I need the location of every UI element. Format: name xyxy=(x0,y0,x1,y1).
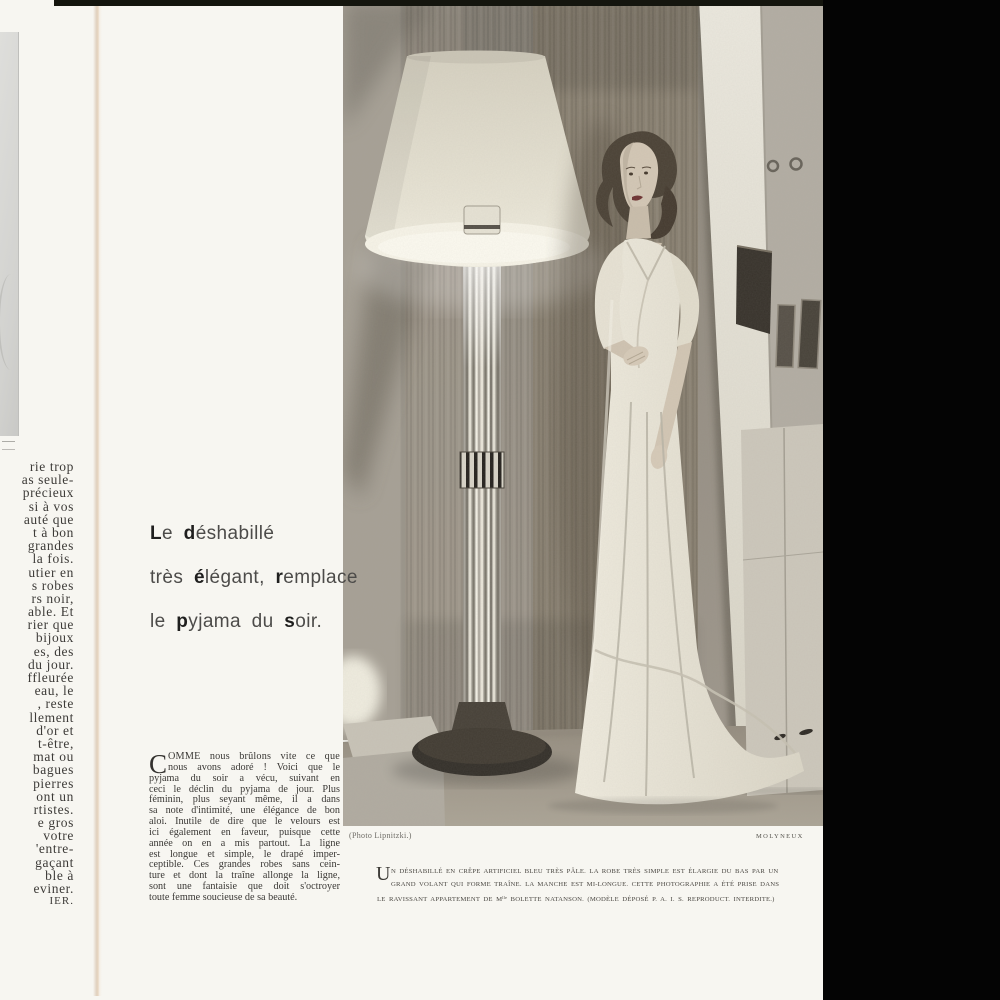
text-fragment-line: s robes xyxy=(31,577,74,593)
heading-line-1 xyxy=(150,523,358,544)
text-fragment-line: d'or et xyxy=(36,722,74,738)
paragraph-line: ceptible. Ces grandes robes sans cein- xyxy=(149,859,340,871)
text-fragment-line: t-être, xyxy=(37,735,74,751)
paragraph-line: ture et dont la traîne allonge la ligne, xyxy=(149,870,340,882)
caption-line-2: GRAND VOLANT QUI FORME TRAÎNE. LA MANCHE EST MI-LONGUE. CETTE PHOTOGRAPHIE A ÉTÉ PRISE DANS xyxy=(391,881,780,889)
text-fragment-line: rier que xyxy=(27,617,74,633)
paragraph-line: année on en a mis partout. La ligne xyxy=(149,837,340,849)
paragraph-lines xyxy=(149,751,340,903)
photo-caption xyxy=(377,865,811,907)
text-fragment-line: e gros xyxy=(37,815,74,831)
page-gutter-crease xyxy=(93,4,102,996)
heading-segment: yjama du xyxy=(188,611,285,632)
sketch-curve xyxy=(0,274,24,370)
left-page-text-fragments xyxy=(0,459,75,908)
caption-superscript: lle xyxy=(502,895,508,901)
heading-segment: d xyxy=(183,523,196,544)
paragraph-line: ici également en faveur, puisque cette xyxy=(149,826,340,838)
heading-segment: p xyxy=(176,611,189,632)
text-fragment-line: able. Et xyxy=(27,604,74,620)
heading-segment: s xyxy=(284,611,296,632)
drop-cap-c: C xyxy=(149,749,168,779)
caption-line-3-text: BOLETTE NATANSON. (MODÈLE DÉPOSÉ P. A. I. S. REPRODUCT. INTERDITE.) xyxy=(507,896,775,904)
text-fragment-line: la fois. xyxy=(32,551,74,567)
paragraph-line: OMME nous brûlons vite ce que xyxy=(168,751,340,762)
paragraph-line: est longue et simple, le drapé imper- xyxy=(149,848,340,860)
heading-segment: é xyxy=(193,567,205,588)
heading-segment: L xyxy=(150,523,163,544)
text-fragment-line: 'entre- xyxy=(35,841,74,857)
text-fragment-line: rtistes. xyxy=(33,801,74,817)
text-fragment-line: ont un xyxy=(36,788,74,804)
heading-line-3 xyxy=(150,611,358,632)
heading-segment: e xyxy=(162,523,184,544)
heading-segment: très xyxy=(150,567,194,588)
text-fragment-line: précieux xyxy=(22,485,74,501)
text-fragment-line: du jour. xyxy=(27,656,74,672)
photo-credit: (Photo Lipnitzki.) xyxy=(349,831,412,840)
article-heading xyxy=(150,523,358,655)
text-fragment-line: grandes xyxy=(27,538,74,554)
text-fragment-line: rie trop xyxy=(29,459,74,474)
text-fragment-line: bijoux xyxy=(35,630,74,646)
paragraph-line: sont une fantaisie que doit s'octroyer xyxy=(149,881,340,893)
paragraph-line: pyjama du soir a vécu, suivant en xyxy=(149,772,340,784)
text-fragment-line: , reste xyxy=(37,696,74,712)
heading-segment: le xyxy=(150,611,177,632)
fashion-photograph xyxy=(343,0,823,826)
text-fragment-line: utier en xyxy=(28,564,74,580)
article-paragraph xyxy=(149,751,340,903)
text-fragment-line: auté que xyxy=(23,511,74,527)
text-fragment-line: t à bon xyxy=(33,524,74,540)
paragraph-line: aloi. Inutile de dire que le velours est xyxy=(149,816,340,828)
text-fragment-line: rs noir, xyxy=(31,590,74,606)
drop-cap-u: U xyxy=(376,863,391,885)
text-fragment-line: ffleurée xyxy=(27,670,74,685)
text-fragment-line: gaçant xyxy=(35,854,74,870)
text-fragment-line: votre xyxy=(43,828,74,844)
paragraph-line: nous avons adoré ! Voici que le xyxy=(168,761,340,773)
text-fragment-line: as seule- xyxy=(21,472,74,488)
text-fragment-line: llement xyxy=(29,709,74,725)
caption-line-3-text: LE RAVISSANT APPARTEMENT DE M xyxy=(377,896,503,904)
caption-line-1: N DÉSHABILLÉ EN CRÊPE ARTIFICIEL BLEU TRÈS PÂLE. LA ROBE TRÈS SIMPLE EST ÉLARGIE DU BAS PAR UN xyxy=(391,868,779,875)
paragraph-line: ceci le déclin du pyjama de jour. Plus xyxy=(149,783,340,795)
left-page-image-sliver xyxy=(0,32,19,436)
heading-segment: légant, xyxy=(204,567,276,588)
heading-line-2 xyxy=(150,567,358,588)
text-fragment-line: eau, le xyxy=(34,683,74,699)
heading-segment: oir. xyxy=(295,611,323,632)
text-fragment-line: es, des xyxy=(33,643,74,659)
text-fragment-line: pierres xyxy=(33,775,74,791)
photo-canvas xyxy=(343,0,823,826)
text-fragment-line: mat ou xyxy=(33,749,74,765)
text-fragment-line: IER. xyxy=(49,895,74,908)
paragraph-line: sa note d'intimité, une élégance de bon xyxy=(149,805,340,817)
scan-margin-right xyxy=(823,0,1000,1000)
paragraph-line: féminin, plus seyant même, il a dans xyxy=(149,794,340,806)
text-fragment-line: si à vos xyxy=(28,498,74,514)
paragraph-line: toute femme soucieuse de sa beauté. xyxy=(149,891,298,903)
heading-segment: éshabillé xyxy=(195,523,275,544)
heading-segment: r xyxy=(275,567,284,588)
text-fragment-mark xyxy=(2,441,15,450)
heading-segment: emplace xyxy=(283,567,358,588)
text-fragment-line: ble à xyxy=(45,867,74,883)
designer-credit: MOLYNEUX xyxy=(756,833,804,840)
caption-line-3 xyxy=(377,891,811,906)
text-fragment-line: bagues xyxy=(32,762,74,778)
text-fragment-line: eviner. xyxy=(33,881,74,896)
photo-grain xyxy=(343,0,823,826)
